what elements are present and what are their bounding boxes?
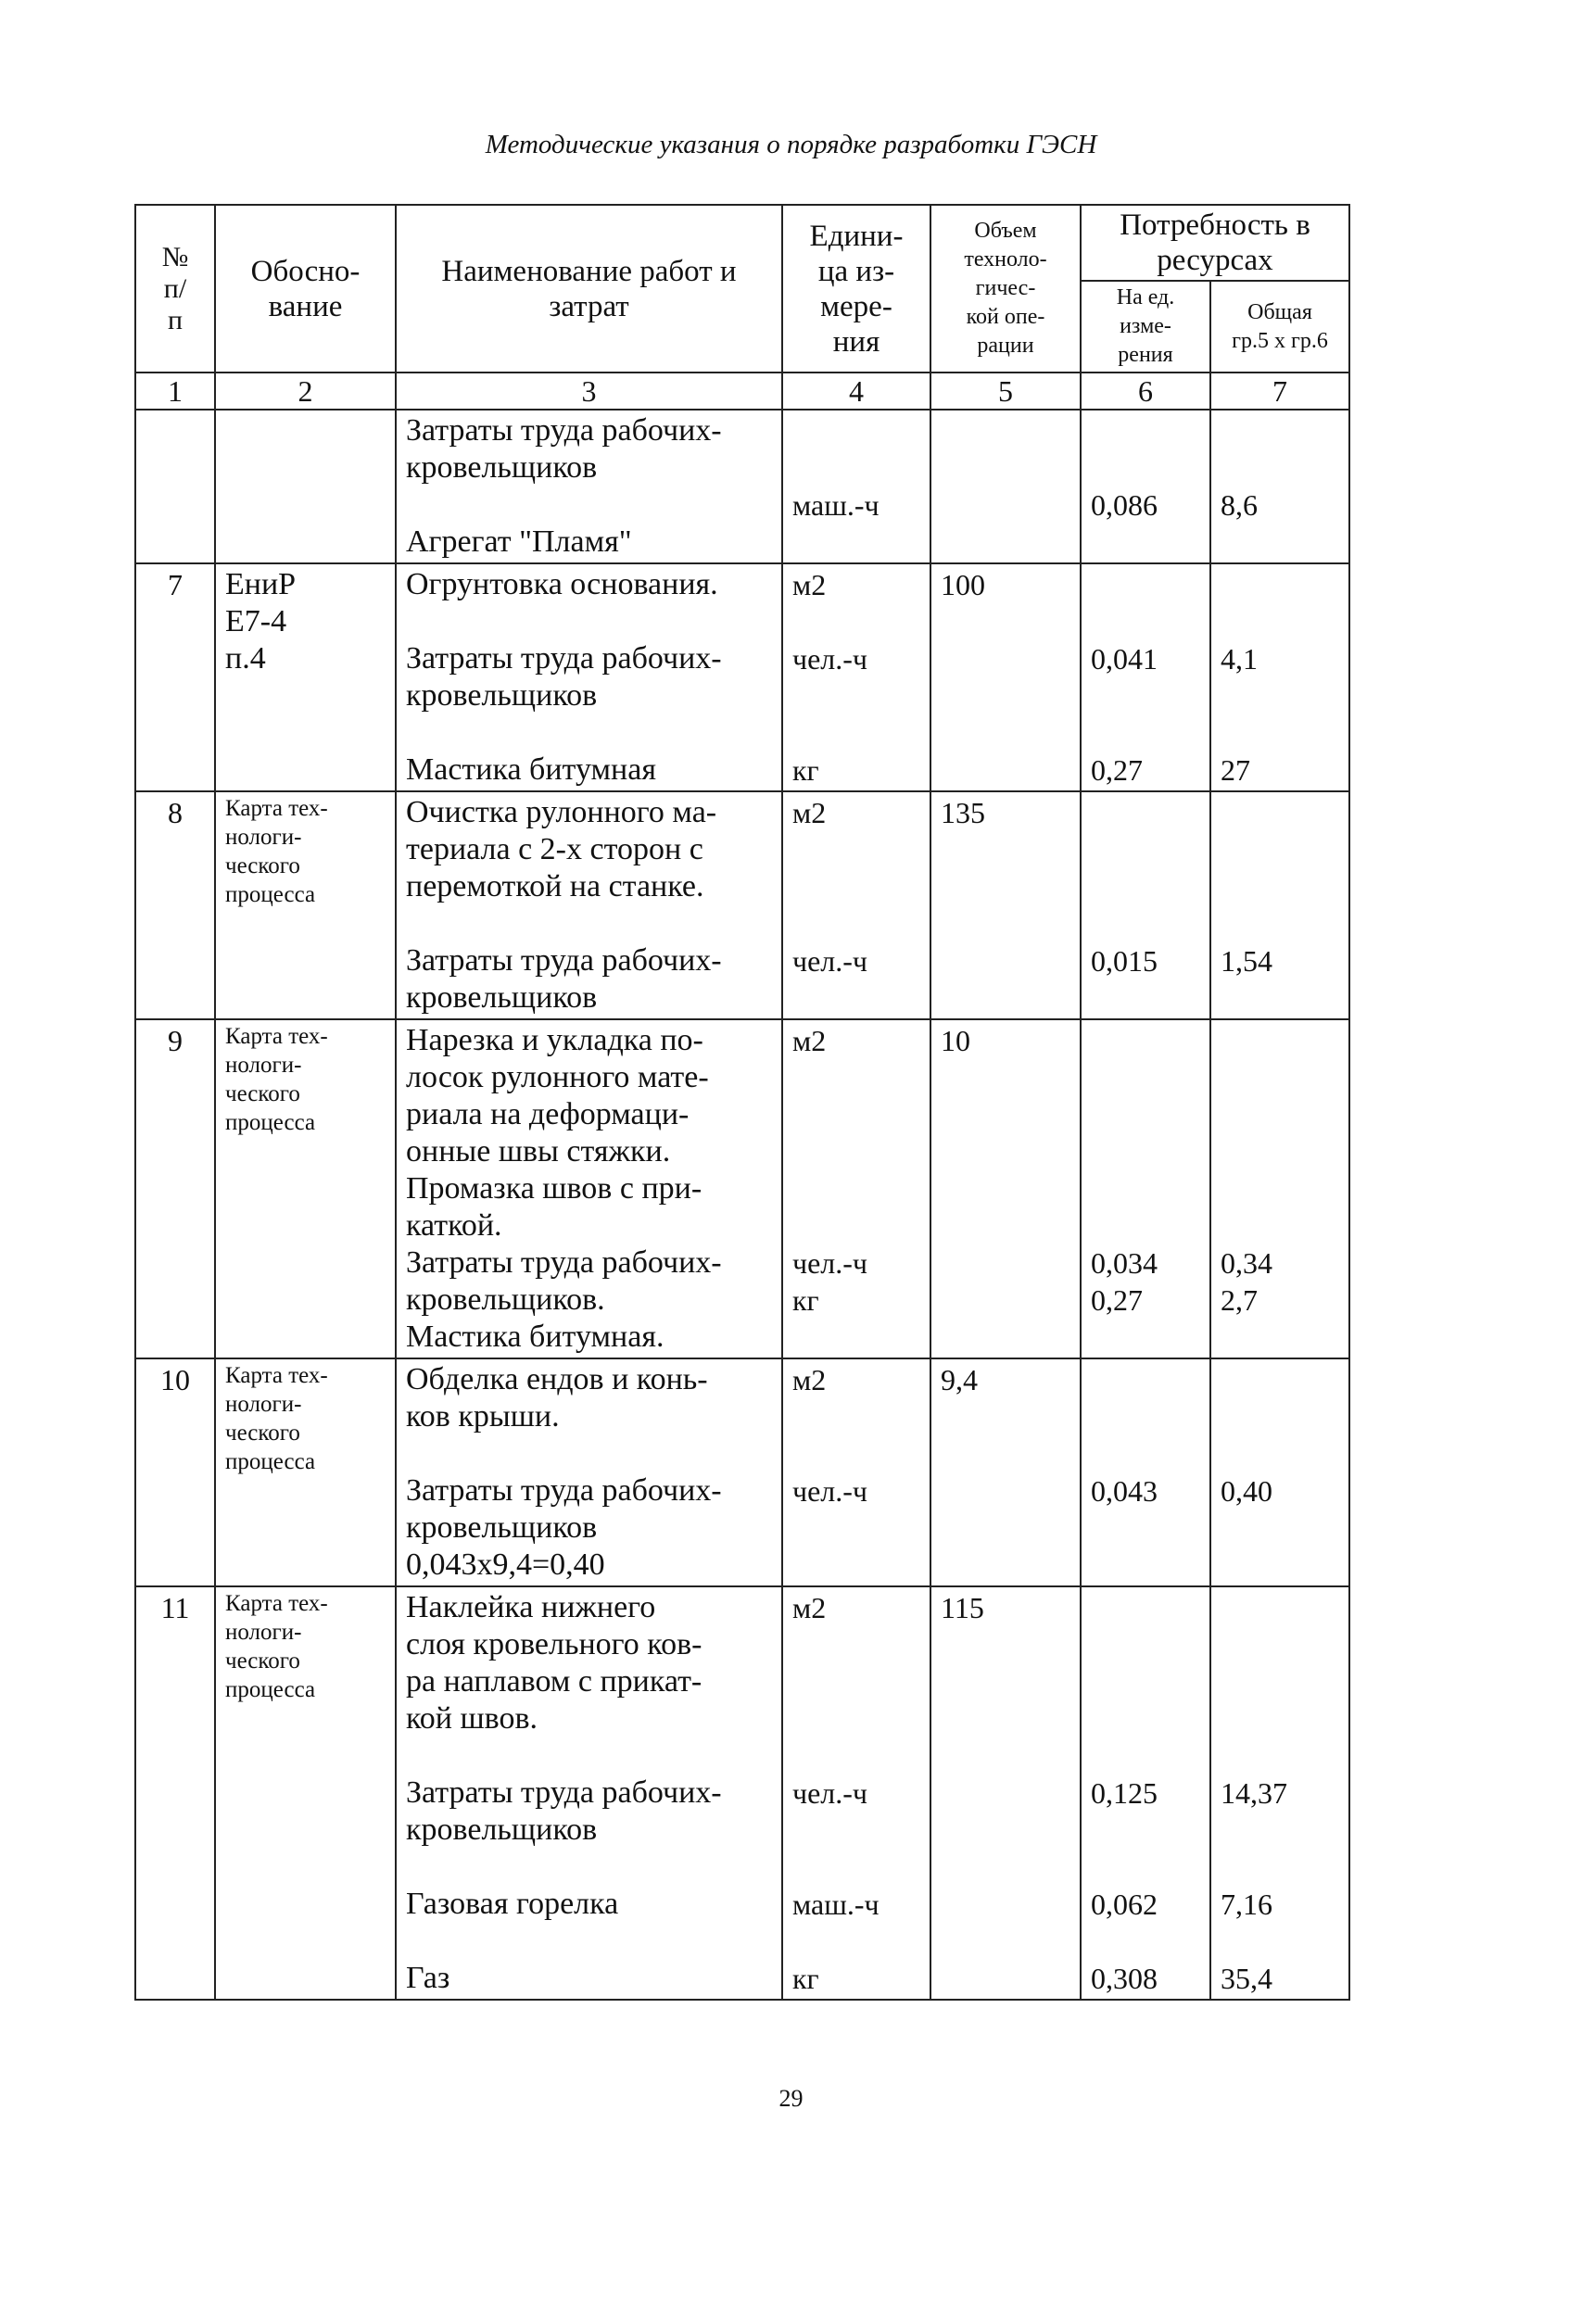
column-number: 7: [1210, 373, 1349, 410]
header-per-unit: На ед. изме- рения: [1081, 281, 1210, 373]
row-work-name: Очистка рулонного ма- териала с 2-х сторон с перемоткой на станке. Затраты труда рабочих- кровельщиков: [396, 791, 782, 1019]
row-number: [135, 410, 215, 563]
table-row: [135, 1019, 1349, 1358]
row-volume: 10: [930, 1019, 1081, 1358]
column-number: 6: [1081, 373, 1210, 410]
row-number: 8: [135, 791, 215, 1019]
row-number: 10: [135, 1358, 215, 1586]
table-row: [135, 1358, 1349, 1586]
row-basis: Карта тех- нологи- ческого процесса: [215, 1586, 396, 2000]
row-number: 11: [135, 1586, 215, 2000]
table-row: [135, 563, 1349, 791]
column-number: 2: [215, 373, 396, 410]
column-number: 4: [782, 373, 930, 410]
row-total: 4,1 27: [1210, 563, 1349, 791]
row-per-unit: 0,125 0,062 0,308: [1081, 1586, 1210, 2000]
row-total: 0,40: [1210, 1358, 1349, 1586]
row-work-name: Нарезка и укладка по- лосок рулонного мате- риала на деформаци- онные швы стяжки. Промазка швов с при- каткой. Затраты труда рабочих- кровельщиков. Мастика битумная.: [396, 1019, 782, 1358]
column-number: 1: [135, 373, 215, 410]
row-basis: Карта тех- нологи- ческого процесса: [215, 1019, 396, 1358]
column-number: 5: [930, 373, 1081, 410]
row-volume: 135: [930, 791, 1081, 1019]
row-work-name: Обделка ендов и конь- ков крыши. Затраты труда рабочих- кровельщиков 0,043х9,4=0,40: [396, 1358, 782, 1586]
row-unit: м2 чел.-ч маш.-ч кг: [782, 1586, 930, 2000]
table-row: [135, 410, 1349, 563]
header-basis: Обосно- вание: [215, 205, 396, 373]
page-number: 29: [778, 2085, 804, 2112]
row-per-unit: 0,015: [1081, 791, 1210, 1019]
header-work-name: Наименование работ и затрат: [396, 205, 782, 373]
table-row: [135, 1586, 1349, 2000]
row-work-name: Затраты труда рабочих- кровельщиков Агрегат "Пламя": [396, 410, 782, 563]
row-unit: м2 чел.-ч: [782, 791, 930, 1019]
row-per-unit: 0,041 0,27: [1081, 563, 1210, 791]
row-basis: ЕниР Е7-4 п.4: [215, 563, 396, 791]
row-per-unit: 0,043: [1081, 1358, 1210, 1586]
table-row: [135, 791, 1349, 1019]
row-volume: 100: [930, 563, 1081, 791]
running-title: Методические указания о порядке разработки ГЭСН: [485, 130, 1097, 159]
row-unit: маш.-ч: [782, 410, 930, 563]
row-per-unit: 0,034 0,27: [1081, 1019, 1210, 1358]
row-volume: 115: [930, 1586, 1081, 2000]
row-unit: м2 чел.-ч кг: [782, 563, 930, 791]
header-volume: Объем техноло- гичес- кой опе- рации: [930, 205, 1081, 373]
resource-table: [134, 204, 1350, 2001]
row-number: 7: [135, 563, 215, 791]
row-total: 1,54: [1210, 791, 1349, 1019]
row-number: 9: [135, 1019, 215, 1358]
table-body: [135, 410, 1349, 2000]
header-resource-need: Потребность в ресурсах: [1081, 205, 1349, 281]
row-basis: [215, 410, 396, 563]
header-unit: Едини- ца из- мере- ния: [782, 205, 930, 373]
row-work-name: Огрунтовка основания. Затраты труда рабочих- кровельщиков Мастика битумная: [396, 563, 782, 791]
column-number: 3: [396, 373, 782, 410]
column-number-row: [135, 373, 1349, 410]
row-total: 8,6: [1210, 410, 1349, 563]
header-number: № п/ п: [135, 205, 215, 373]
row-total: 14,37 7,16 35,4: [1210, 1586, 1349, 2000]
row-basis: Карта тех- нологи- ческого процесса: [215, 791, 396, 1019]
row-unit: м2 чел.-ч кг: [782, 1019, 930, 1358]
row-unit: м2 чел.-ч: [782, 1358, 930, 1586]
row-total: 0,34 2,7: [1210, 1019, 1349, 1358]
row-per-unit: 0,086: [1081, 410, 1210, 563]
row-basis: Карта тех- нологи- ческого процесса: [215, 1358, 396, 1586]
row-volume: [930, 410, 1081, 563]
row-work-name: Наклейка нижнего слоя кровельного ков- ра наплавом с прикат- кой швов. Затраты труда рабочих- кровельщиков Газовая горелка Газ: [396, 1586, 782, 2000]
table-header: [135, 205, 1349, 410]
header-total: Общая гр.5 х гр.6: [1210, 281, 1349, 373]
row-volume: 9,4: [930, 1358, 1081, 1586]
